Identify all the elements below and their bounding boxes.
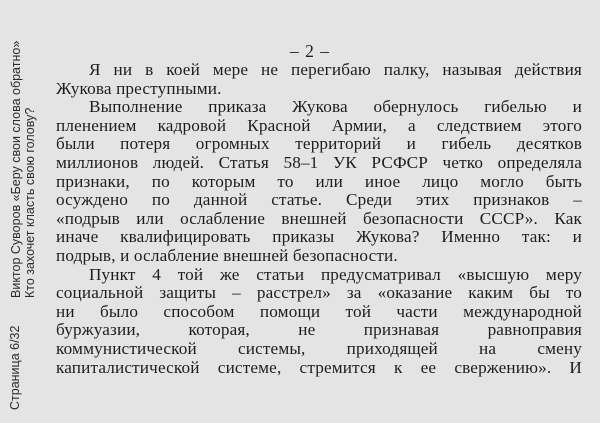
book-title: Виктор Суворов «Беру свои слова обратно» (9, 40, 23, 298)
text-line: подрыв, и ослабление внешней безопасности. (56, 245, 398, 265)
text-line: признаки, по которым то или иное лицо могло быть (56, 171, 582, 191)
text-line: миллионов людей. Статья 58–1 УК РСФСР четко определяла (56, 152, 582, 172)
page-number: – 2 – (290, 41, 330, 61)
text-line: ни было способом помощи той части международной (56, 301, 582, 321)
text-line: пленением кадровой Красной Армии, а следствием этого (56, 115, 582, 135)
text-line: социальной защиты – расстрел» за «оказание каким бы то (56, 283, 582, 303)
body-text (56, 61, 582, 377)
text-line: Выполнение приказа Жукова обернулось гибелью и (89, 97, 582, 117)
text-line: «подрыв или ослабление внешней безопасности СССР». Как (56, 208, 582, 228)
page-sidebar (0, 0, 52, 423)
text-line: Пункт 4 той же статьи предусматривал «высшую меру (89, 264, 582, 284)
chapter-title: Кто захочет класть свою голову? (23, 107, 37, 298)
text-line: капиталистической системе, стремится к ее свержению». И (56, 357, 582, 377)
page-counter: Страница 6/32 (8, 325, 22, 410)
text-line: Я ни в коей мере не перегибаю палку, называя действия (89, 60, 582, 79)
text-line: Жукова преступными. (56, 78, 222, 98)
text-line: коммунистической системы, приходящей на смену (56, 338, 582, 358)
text-line: буржуазии, которая, не признавая равноправия (56, 320, 582, 340)
text-line: осуждено по данной статье. Среди этих признаков – (56, 190, 582, 210)
text-line: иначе квалифицировать приказы Жукова? Именно так: и (56, 227, 582, 247)
text-line: были потеря огромных территорий и гибель десятков (56, 134, 582, 154)
